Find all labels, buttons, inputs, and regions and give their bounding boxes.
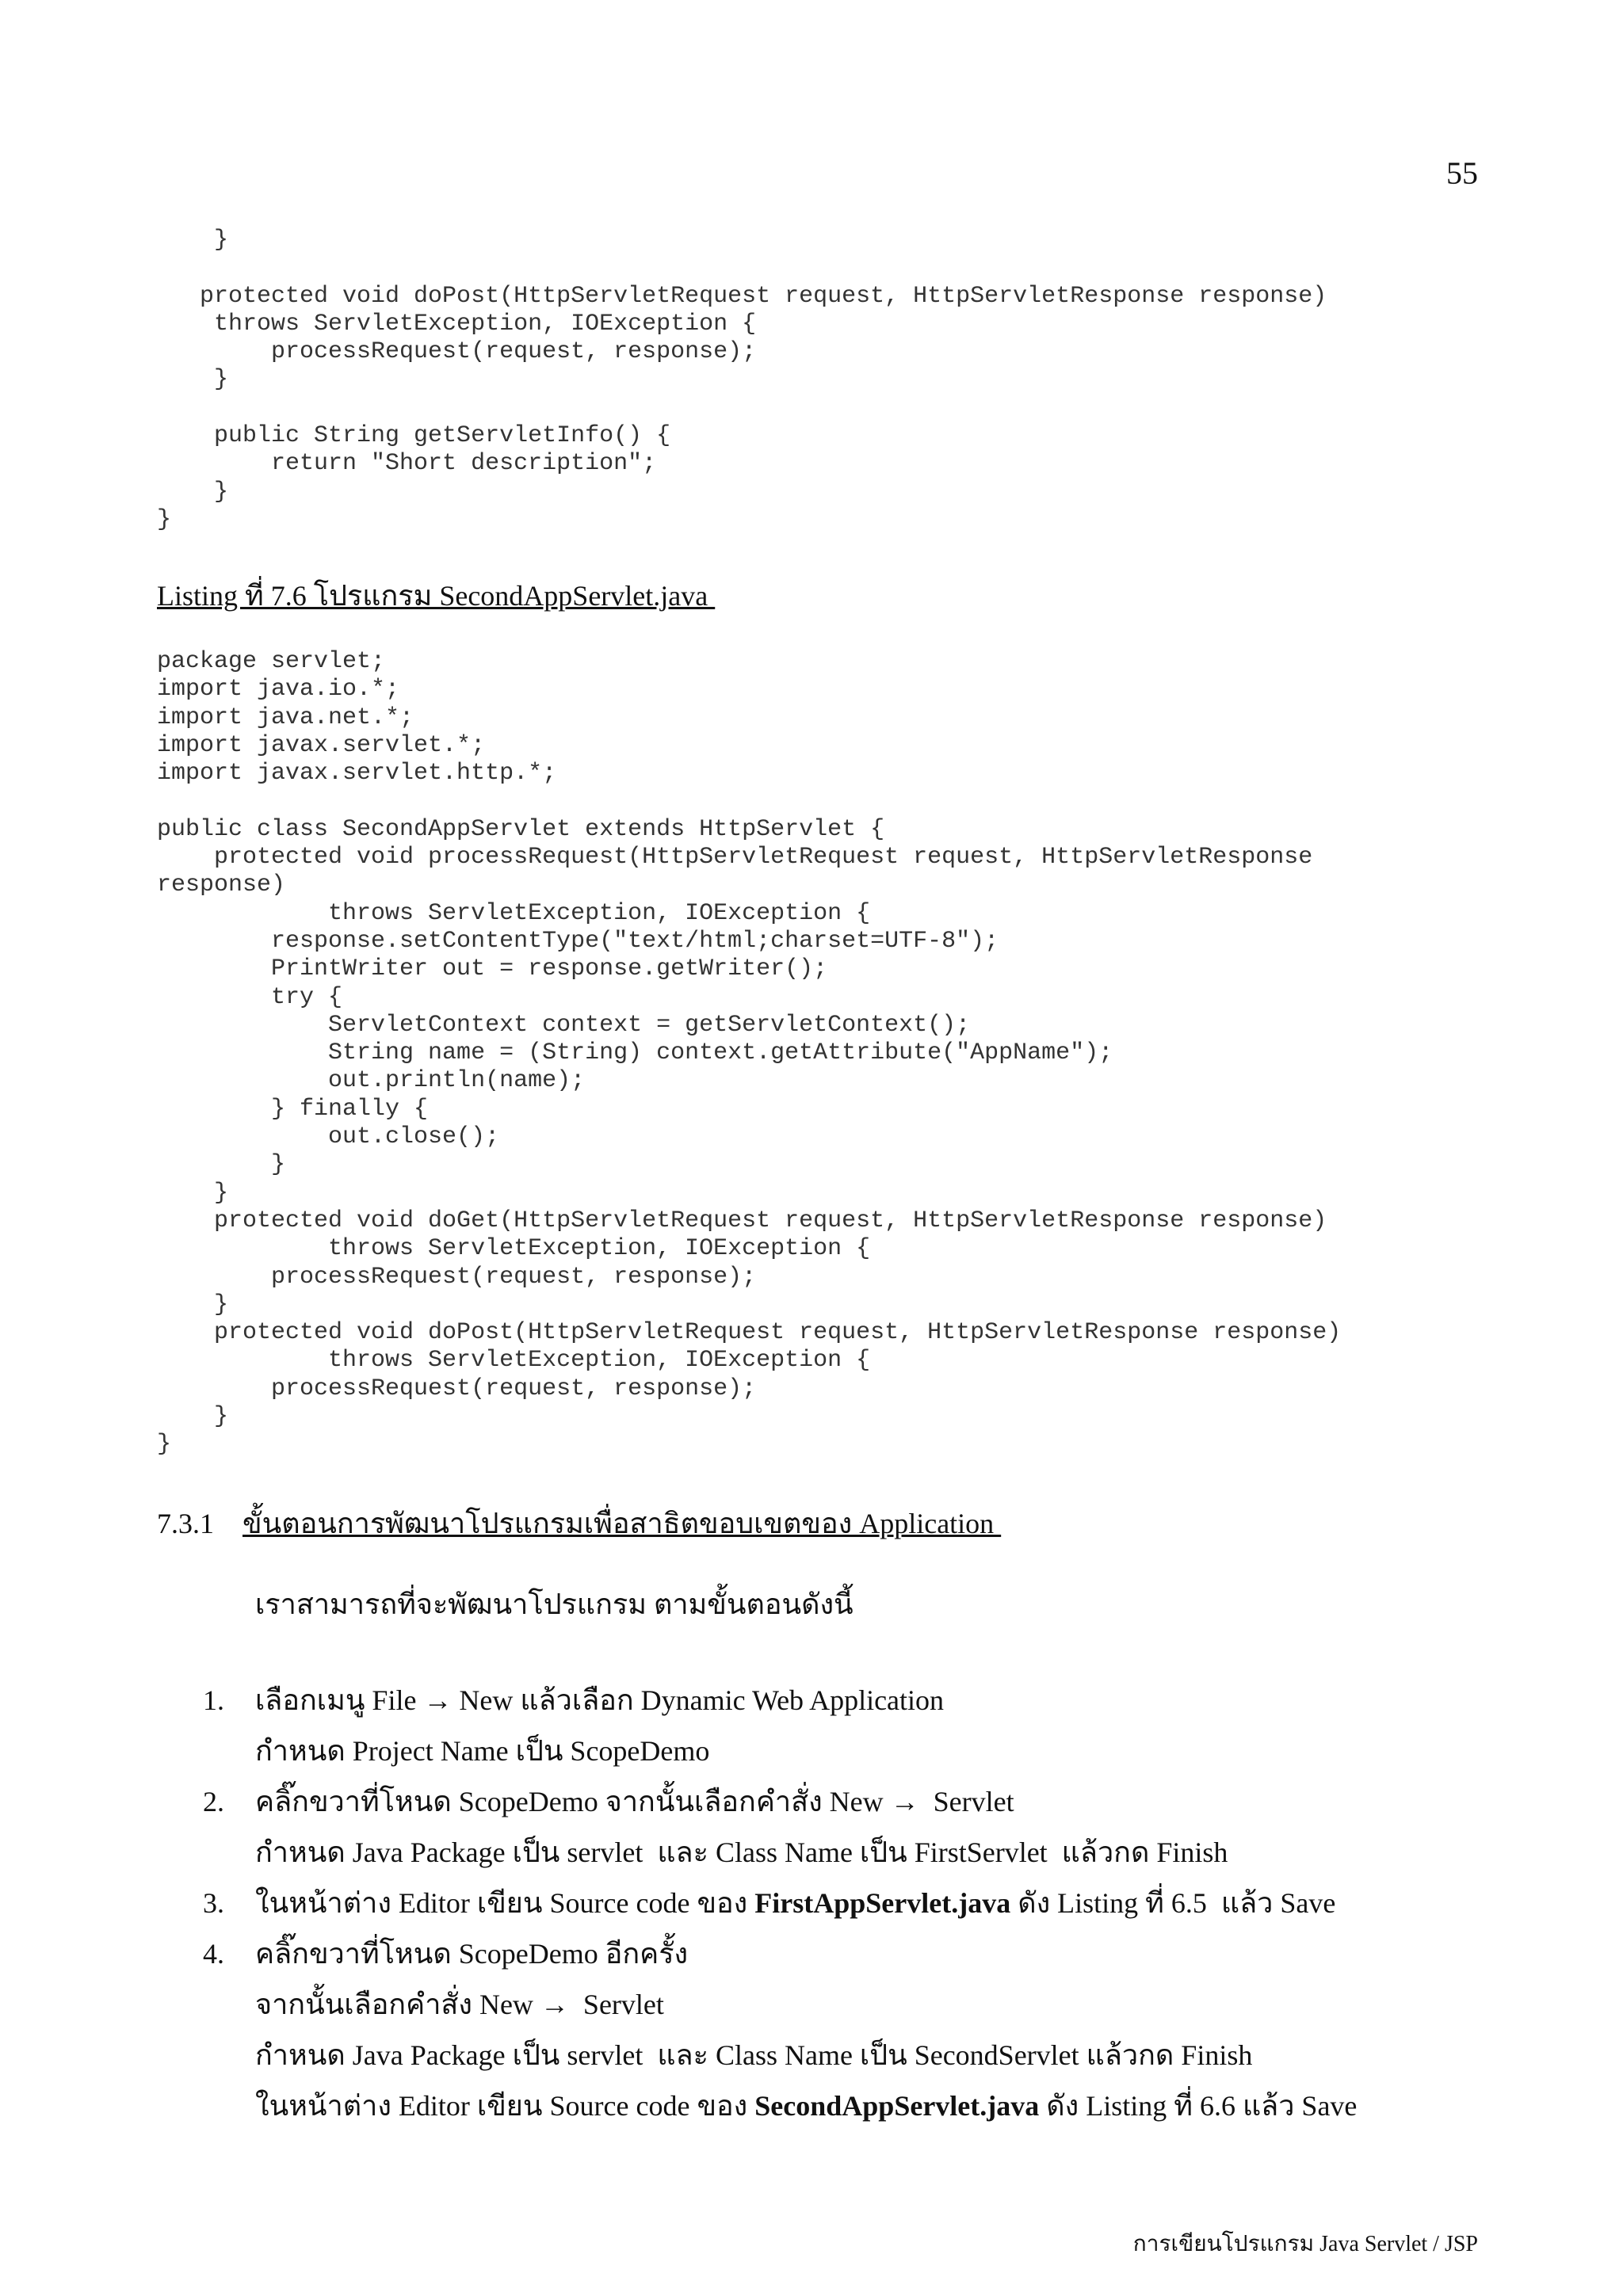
code-line: response) (157, 871, 286, 899)
code-line: } (157, 1403, 229, 1431)
code-line: } (157, 478, 229, 505)
code-line: } (157, 227, 229, 254)
step-body (255, 1776, 1471, 1878)
code-line: throws ServletException, IOException { (157, 899, 871, 927)
step-line: กำหนด Project Name เป็น ScopeDemo (255, 1735, 710, 1767)
code-block-second-app-servlet (157, 648, 1341, 1459)
section-number: 7.3.1 (157, 1508, 214, 1539)
code-line: throws ServletException, IOException { (157, 1347, 871, 1375)
step-text: ดัง Listing ที่ 6.6 แล้ว Save (1039, 2090, 1358, 2122)
step-text: ดัง Listing ที่ 6.5 แล้ว Save (1010, 1887, 1336, 1919)
code-line: response.setContentType("text/html;charset=UTF-8"); (157, 927, 999, 955)
page-number: 55 (1446, 155, 1478, 191)
step-line: เลือกเมนู File → New แล้วเลือก Dynamic Web Application (255, 1684, 945, 1716)
step-line: กำหนด Java Package เป็น servlet และ Class Name เป็น SecondServlet แล้วกด Finish (255, 2039, 1253, 2071)
code-line: return "Short description"; (157, 450, 657, 478)
code-line: PrintWriter out = response.getWriter(); (157, 955, 828, 983)
step-text: ในหน้าต่าง Editor เขียน Source code ของ (255, 2090, 755, 2122)
step-line (255, 2081, 1471, 2131)
step-number: 3. (203, 1887, 224, 1919)
step-text: ในหน้าต่าง Editor เขียน Source code ของ (255, 1887, 755, 1919)
step-item (203, 1878, 1471, 1928)
section-heading (157, 1505, 1001, 1542)
code-line: import java.net.*; (157, 704, 414, 731)
code-line: } (157, 505, 172, 533)
step-line: คลิ๊กขวาที่โหนด ScopeDemo อีกครั้ง (255, 1938, 689, 1970)
code-line: processRequest(request, response); (157, 338, 757, 366)
code-line: } (157, 1291, 229, 1318)
code-line: out.println(name); (157, 1067, 586, 1095)
step-number: 1. (203, 1684, 224, 1716)
code-line: import javax.servlet.http.*; (157, 760, 557, 788)
code-line: protected void doPost(HttpServletRequest request, HttpServletResponse response) (157, 1319, 1342, 1347)
code-line: } (157, 1431, 172, 1459)
code-line: public class SecondAppServlet extends HttpServlet { (157, 815, 885, 843)
code-line: } (157, 1151, 286, 1179)
code-line: throws ServletException, IOException { (157, 1235, 871, 1263)
code-line: String name = (String) context.getAttribute("AppName"); (157, 1039, 1113, 1067)
step-filename: SecondAppServlet.java (754, 2090, 1040, 2122)
listing-caption: Listing ที่ 7.6 โปรแกรม SecondAppServlet.java (157, 580, 716, 612)
step-item (203, 1776, 1471, 1878)
step-line (255, 1878, 1471, 1928)
section-title: ขั้นตอนการพัฒนาโปรแกรมเพื่อสาธิตขอบเขตของ Application (242, 1508, 1002, 1539)
code-line: } finally { (157, 1095, 429, 1123)
code-line: throws ServletException, IOException { (157, 310, 757, 338)
page-footer: การเขียนโปรแกรม Java Servlet / JSP (1132, 2232, 1478, 2256)
code-line: } (157, 366, 229, 394)
code-line: package servlet; (157, 648, 386, 675)
code-block-previous-listing (157, 227, 1327, 534)
code-line: out.close(); (157, 1123, 500, 1151)
code-line (157, 254, 1327, 282)
code-line: protected void doPost(HttpServletRequest request, HttpServletResponse response) (157, 282, 1327, 310)
code-line (157, 788, 1341, 815)
step-filename: FirstAppServlet.java (754, 1887, 1011, 1919)
step-item (203, 1675, 1471, 1776)
code-line: import java.io.*; (157, 676, 400, 704)
step-number: 2. (203, 1786, 224, 1817)
code-line: protected void processRequest(HttpServletRequest request, HttpServletResponse (157, 844, 1313, 871)
step-body (255, 1928, 1471, 2131)
step-item (203, 1928, 1471, 2131)
step-line: กำหนด Java Package เป็น servlet และ Class Name เป็น FirstServlet แล้วกด Finish (255, 1836, 1228, 1868)
code-line: } (157, 1179, 229, 1207)
code-line: try { (157, 983, 343, 1011)
steps-list (203, 1675, 1471, 2131)
code-line: protected void doGet(HttpServletRequest request, HttpServletResponse response) (157, 1207, 1327, 1234)
code-line (157, 395, 1327, 422)
code-line: import javax.servlet.*; (157, 731, 486, 759)
step-body (255, 1675, 1471, 1776)
step-body (255, 1878, 1471, 1928)
code-line: ServletContext context = getServletContext(); (157, 1011, 971, 1039)
code-line: public String getServletInfo() { (157, 422, 671, 450)
step-line: จากนั้นเลือกคำสั่ง New → Servlet (255, 1989, 664, 2020)
code-line: processRequest(request, response); (157, 1375, 757, 1402)
code-line: processRequest(request, response); (157, 1263, 757, 1291)
step-number: 4. (203, 1938, 224, 1970)
intro-paragraph: เราสามารถที่จะพัฒนาโปรแกรม ตามขั้นตอนดังนี้ (255, 1589, 854, 1620)
step-line: คลิ๊กขวาที่โหนด ScopeDemo จากนั้นเลือกคำสั่ง New → Servlet (255, 1786, 1014, 1817)
